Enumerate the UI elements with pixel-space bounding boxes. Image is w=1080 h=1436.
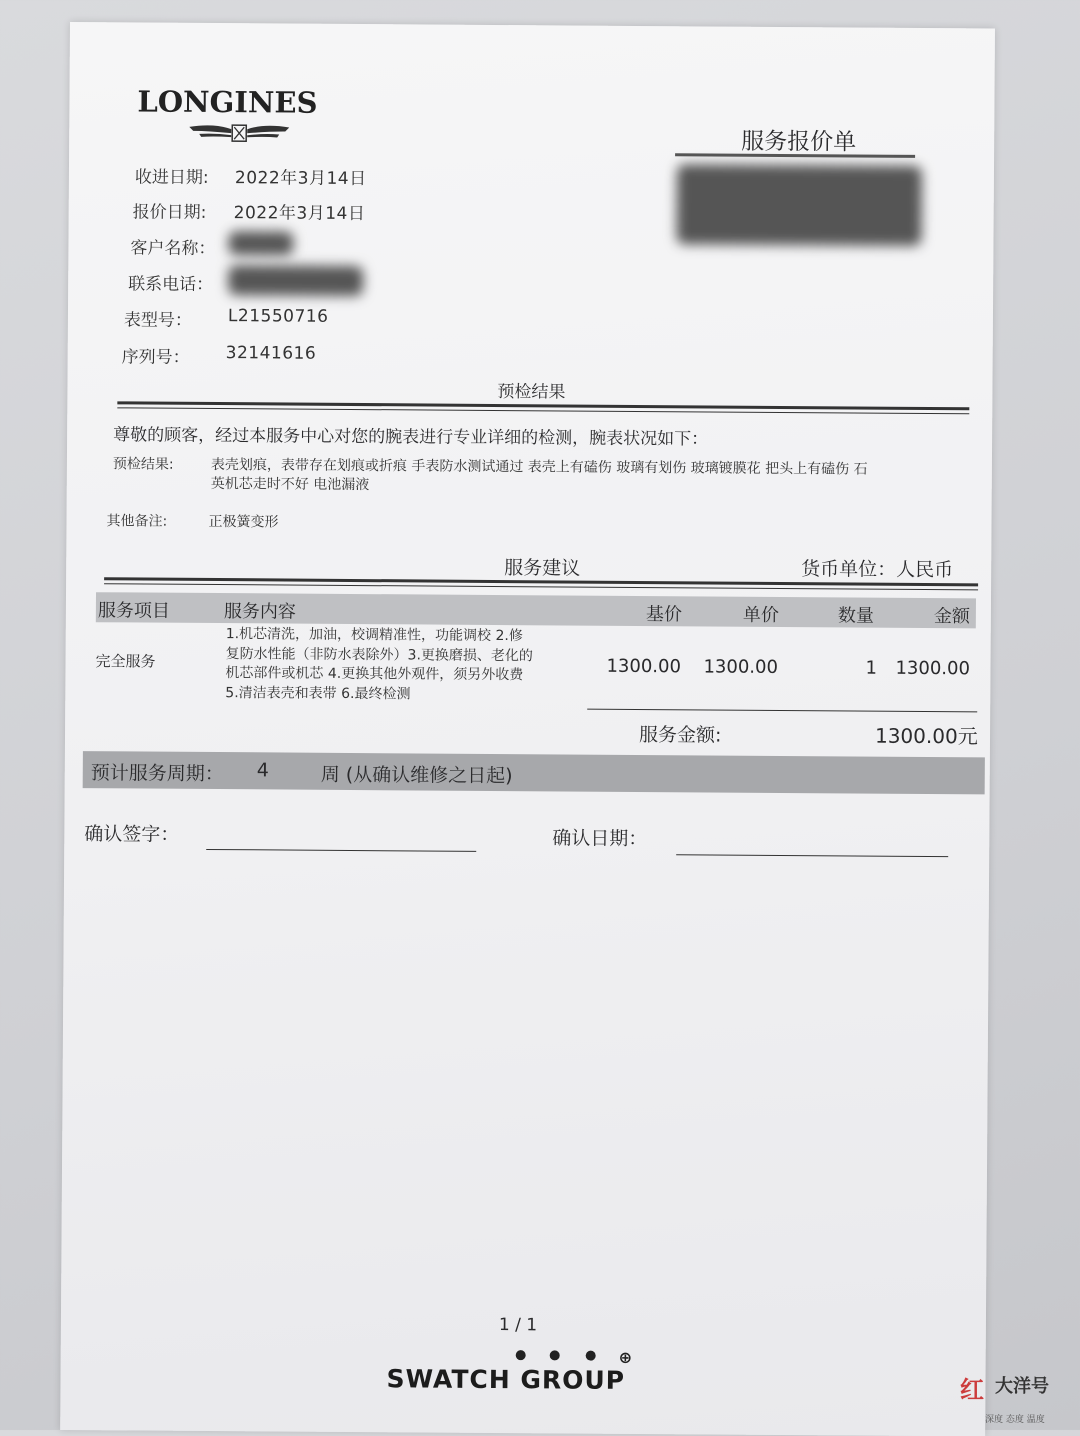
quote-date-label: 报价日期: xyxy=(132,202,207,223)
document-page xyxy=(60,22,995,1436)
received-date-value: 2022年3月14日 xyxy=(234,168,367,190)
page-number: 1 / 1 xyxy=(498,1315,538,1336)
notes-label: 其他备注: xyxy=(106,513,168,530)
result-line-1: 表壳划痕，表带存在划痕或折痕 手表防水测试通过 表壳上有磕伤 玻璃有划伤 玻璃镀膜花 把头上有磕伤 石 xyxy=(210,456,868,478)
swatch-group-dots-icon: ⊕ xyxy=(506,1350,656,1365)
winged-hourglass-icon xyxy=(189,121,289,150)
received-date-label: 收进日期: xyxy=(134,167,209,188)
amount-value: 1300.00 xyxy=(895,657,971,680)
service-content-line: 复防水性能（非防水表除外）3.更换磨损、老化的 xyxy=(225,645,534,664)
inspection-section-title: 预检结果 xyxy=(497,381,566,403)
serial-label: 序列号： xyxy=(121,347,190,368)
result-label: 预检结果: xyxy=(112,456,174,473)
redacted-phone xyxy=(228,265,363,296)
model-label: 表型号： xyxy=(123,310,192,331)
base-price-value: 1300.00 xyxy=(606,655,682,678)
service-content xyxy=(225,625,586,706)
title-underline xyxy=(675,153,915,158)
confirm-sign-label: 确认签字： xyxy=(84,823,180,846)
quote-date-value: 2022年3月14日 xyxy=(233,203,366,225)
quantity-value: 1 xyxy=(865,657,878,679)
model-value: L21550716 xyxy=(227,306,329,327)
signature-line xyxy=(206,849,476,852)
unit-price-value: 1300.00 xyxy=(703,656,779,678)
period-suffix: 周 (从确认维修之日起) xyxy=(320,763,513,788)
inspection-divider xyxy=(117,401,969,414)
date-line xyxy=(676,854,948,857)
service-content-line: 1.机芯清洗，加油，校调精准性，功能调校 2.修 xyxy=(225,626,523,645)
redacted-customer-name xyxy=(228,231,293,255)
period-label: 预计服务周期： xyxy=(90,762,224,786)
total-value: 1300.00元 xyxy=(874,723,978,749)
watermark-text: 大洋号 xyxy=(995,1376,1049,1397)
watermark-slogan: 深度 态度 温度 xyxy=(985,1415,1045,1425)
service-section-title: 服务建议 xyxy=(504,557,581,580)
col-quantity: 数量 xyxy=(837,605,874,627)
col-amount: 金额 xyxy=(933,606,970,628)
notes-value: 正极簧变形 xyxy=(208,513,279,531)
total-divider xyxy=(587,709,977,713)
service-item-name: 完全服务 xyxy=(95,652,156,671)
col-service-item: 服务项目 xyxy=(97,600,170,622)
watermark-logo: 红 xyxy=(960,1376,984,1404)
swatch-group-logo: SWATCH GROUP xyxy=(386,1364,626,1395)
service-period-bar xyxy=(83,751,985,794)
col-base-price: 基价 xyxy=(645,604,682,626)
longines-logo: LONGINES xyxy=(137,84,318,120)
redacted-address xyxy=(676,164,922,246)
greeting-text: 尊敬的顾客，经过本服务中心对您的腕表进行专业详细的检测，腕表状况如下： xyxy=(113,425,709,450)
result-line-2: 英机芯走时不好 电池漏液 xyxy=(210,475,370,494)
service-content-line: 5.清洁表壳和表带 6.最终检测 xyxy=(225,684,411,702)
col-service-content: 服务内容 xyxy=(223,601,296,623)
document-title: 服务报价单 xyxy=(741,128,857,156)
service-table-header xyxy=(96,592,976,628)
service-content-line: 机芯部件或机芯 4.更换其他外观件，须另外收费 xyxy=(225,665,524,684)
customer-name-label: 客户名称： xyxy=(130,238,216,260)
currency-unit: 货币单位：人民币 xyxy=(801,558,954,582)
serial-value: 32141616 xyxy=(225,343,317,364)
period-weeks: 4 xyxy=(256,759,269,782)
phone-label: 联系电话： xyxy=(128,274,214,296)
total-label: 服务金额: xyxy=(638,723,722,747)
col-unit-price: 单价 xyxy=(742,604,779,626)
confirm-date-label: 确认日期： xyxy=(552,827,648,851)
